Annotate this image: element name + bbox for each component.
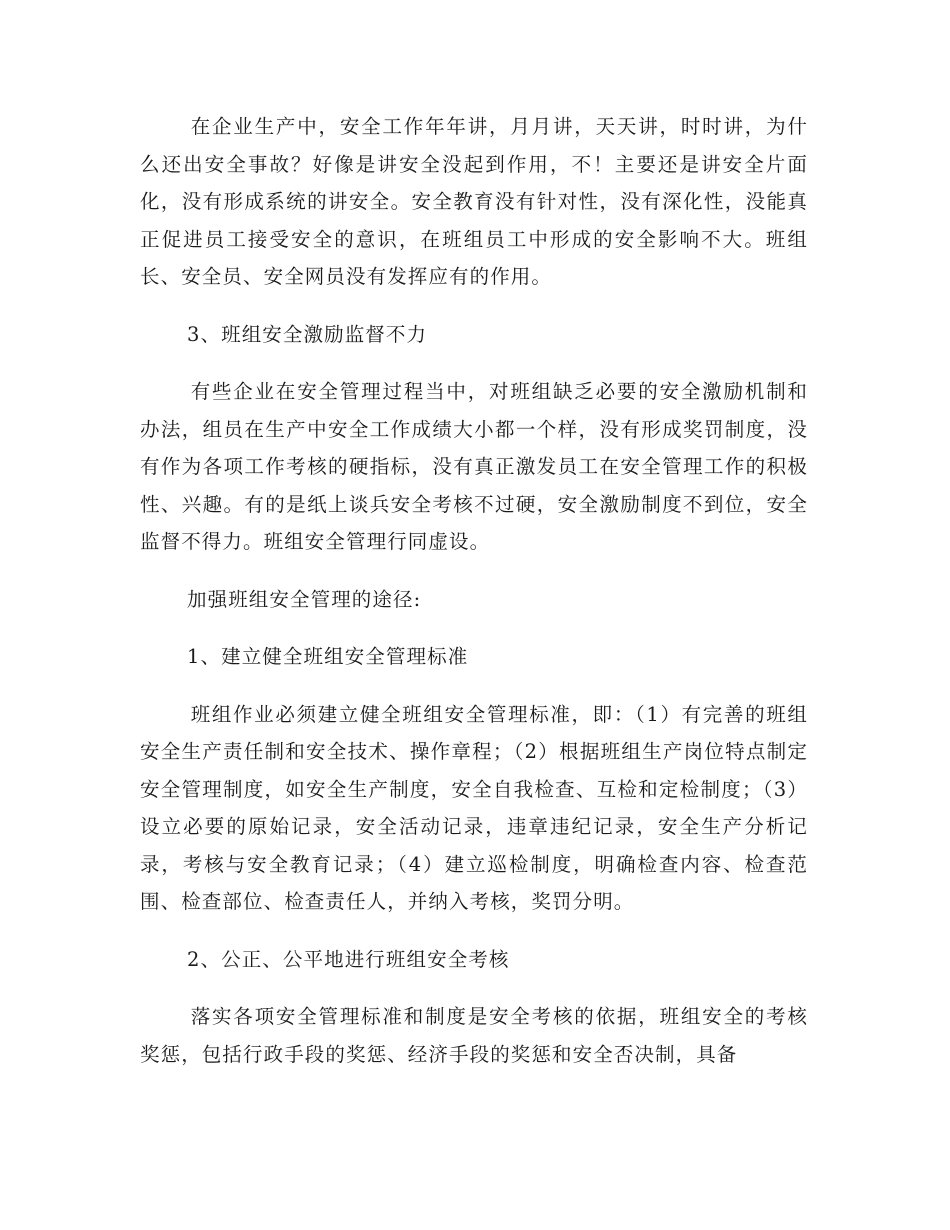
paragraph-management-standards: 班组作业必须建立健全班组安全管理标准，即：（1）有完善的班组安全生产责任制和安全技术、操作章程；（2）根据班组生产岗位特点制定安全管理制度，如安全生产制度，安全自我检查、互检和定检制度；（3）设立必要的原始记录，安全活动记录，违章违纪记录，安全生产分析记录，考核与安全教育记录；（4）建立巡检制度，明确检查内容、检查范围、检查部位、检查责任人，并纳入考核，奖罚分明。 bbox=[140, 702, 808, 913]
paragraph-incentive-mechanism: 有些企业在安全管理过程当中，对班组缺乏必要的安全激励机制和办法，组员在生产中安全工作成绩大小都一个样，没有形成奖罚制度，没有作为各项工作考核的硬指标，没有真正激发员工在安全管理工作的积极性、兴趣。有的是纸上谈兵安全考核不过硬，安全激励制度不到位，安全监督不得力。班组安全管理行同虚设。 bbox=[140, 380, 808, 553]
heading-management-standards: 1、建立健全班组安全管理标准 bbox=[187, 645, 469, 668]
document-body bbox=[140, 108, 808, 1093]
heading-ways-to-strengthen: 加强班组安全管理的途径: bbox=[187, 587, 422, 611]
paragraph-assessment-basis: 落实各项安全管理标准和制度是安全考核的依据，班组安全的考核奖惩，包括行政手段的奖惩、经济手段的奖惩和安全否决制，具备 bbox=[140, 1005, 808, 1066]
heading-incentive-supervision: 3、班组安全激励监督不力 bbox=[187, 322, 428, 346]
paragraph-safety-education: 在企业生产中，安全工作年年讲，月月讲，天天讲，时时讲，为什么还出安全事故？好像是讲安全没起到作用，不！主要还是讲安全片面化，没有形成系统的讲安全。安全教育没有针对性，没有深化性，没能真正促进员工接受安全的意识，在班组员工中形成的安全影响不大。班组长、安全员、安全网员没有发挥应有的作用。 bbox=[140, 115, 808, 288]
heading-fair-assessment: 2、公正、公平地进行班组安全考核 bbox=[187, 947, 510, 971]
